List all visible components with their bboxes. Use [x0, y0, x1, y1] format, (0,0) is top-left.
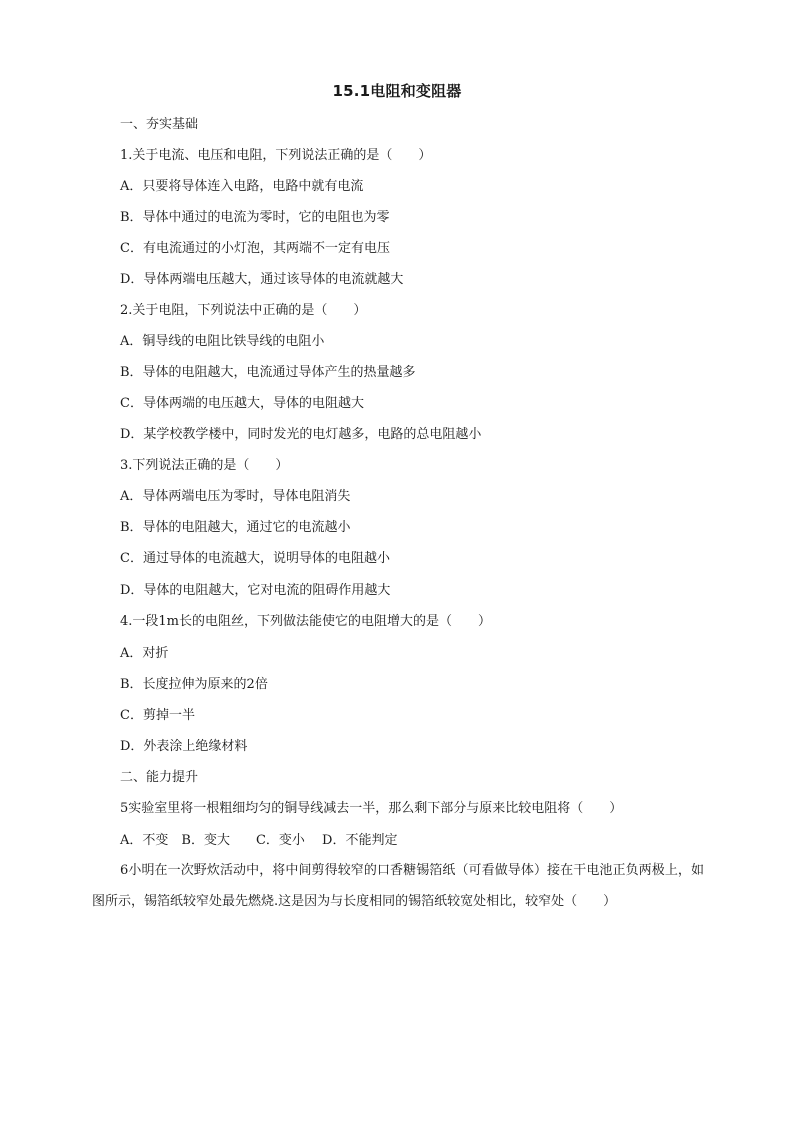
question-5-stem: 5实验室里将一根粗细均匀的铜导线减去一半，那么剩下部分与原来比较电阻将（ ） [120, 801, 623, 816]
question-3-option-c: C．通过导体的电流越大，说明导体的电阻越小 [120, 551, 390, 566]
question-4-stem: 4.一段1m长的电阻丝，下列做法能使它的电阻增大的是（ ） [120, 614, 492, 629]
question-3-option-d: D．导体的电阻越大，它对电流的阻碍作用越大 [120, 583, 391, 598]
question-6-text: 6小明在一次野炊活动中，将中间剪得较窄的口香糖锡箔纸（可看做导体）接在干电池正负两极上，如图所示，锡箔纸较窄处最先燃烧.这是因为与长度相同的锡箔纸较宽处相比，较窄处（ ） [92, 863, 704, 909]
question-4-option-d: D．外表涂上绝缘材料 [120, 739, 248, 754]
question-2-option-a: A．铜导线的电阻比铁导线的电阻小 [120, 334, 325, 349]
question-3-option-b: B．导体的电阻越大，通过它的电流越小 [120, 520, 351, 535]
question-1-stem: 1.关于电流、电压和电阻，下列说法正确的是（ ） [120, 148, 432, 163]
question-2-option-c: C．导体两端的电压越大，导体的电阻越大 [120, 396, 364, 411]
question-3-option-a: A．导体两端电压为零时，导体电阻消失 [120, 489, 351, 504]
page-title: 15.1电阻和变阻器 [332, 82, 462, 100]
question-1-option-d: D．导体两端电压越大，通过该导体的电流就越大 [120, 272, 404, 287]
question-4-option-c: C．剪掉一半 [120, 708, 195, 723]
question-4-option-a: A．对折 [120, 646, 169, 661]
question-3-stem: 3.下列说法正确的是（ ） [120, 458, 289, 473]
section-heading-improvement: 二、能力提升 [120, 770, 199, 785]
question-1-option-c: C．有电流通过的小灯泡，其两端不一定有电压 [120, 241, 390, 256]
question-1-option-a: A．只要将导体连入电路，电路中就有电流 [120, 179, 364, 194]
question-2-option-b: B．导体的电阻越大，电流通过导体产生的热量越多 [120, 365, 416, 380]
question-2-option-d: D．某学校教学楼中，同时发光的电灯越多，电路的总电阻越小 [120, 427, 482, 442]
question-4-option-b: B．长度拉伸为原来的2倍 [120, 677, 268, 692]
question-1-option-b: B．导体中通过的电流为零时，它的电阻也为零 [120, 210, 390, 225]
section-heading-basics: 一、夯实基础 [120, 117, 199, 132]
question-2-stem: 2.关于电阻，下列说法中正确的是（ ） [120, 303, 367, 318]
question-5-options: A．不变 B．变大 C．变小 D．不能判定 [120, 833, 398, 848]
